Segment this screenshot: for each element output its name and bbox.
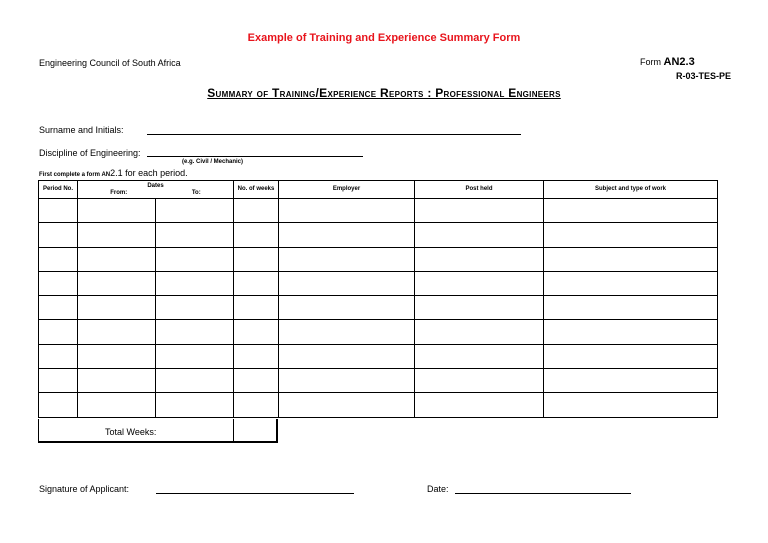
- post-cell[interactable]: [415, 344, 544, 368]
- weeks-cell[interactable]: [234, 271, 279, 295]
- note-prefix: First complete a form AN: [39, 172, 111, 178]
- post-cell[interactable]: [415, 223, 544, 247]
- period-cell[interactable]: [39, 393, 78, 417]
- post-cell[interactable]: [415, 199, 544, 223]
- discipline-field[interactable]: [147, 156, 363, 157]
- table-row: [39, 223, 718, 247]
- instruction-note: [39, 168, 188, 178]
- organisation-name: Engineering Council of South Africa: [39, 58, 181, 68]
- table-row: [39, 247, 718, 271]
- page-title: Summary of Training/Experience Reports : Professional Engineers: [207, 86, 561, 100]
- header-subject: Subject and type of work: [544, 181, 718, 199]
- period-cell[interactable]: [39, 296, 78, 320]
- employer-cell[interactable]: [279, 320, 415, 344]
- weeks-cell[interactable]: [234, 320, 279, 344]
- from-cell[interactable]: [78, 296, 156, 320]
- weeks-cell[interactable]: [234, 393, 279, 417]
- header-weeks: No. of weeks: [234, 181, 279, 199]
- table-row: [39, 393, 718, 417]
- from-cell[interactable]: [78, 393, 156, 417]
- weeks-cell[interactable]: [234, 247, 279, 271]
- header-to: To:: [191, 189, 201, 196]
- note-suffix: 2.1 for each period.: [110, 168, 188, 178]
- table-row: [39, 344, 718, 368]
- total-weeks-cell[interactable]: [233, 419, 278, 441]
- subject-cell[interactable]: [544, 296, 718, 320]
- post-cell[interactable]: [415, 369, 544, 393]
- weeks-cell[interactable]: [234, 199, 279, 223]
- employer-cell[interactable]: [279, 199, 415, 223]
- to-cell[interactable]: [156, 320, 234, 344]
- period-cell[interactable]: [39, 320, 78, 344]
- discipline-label: Discipline of Engineering:: [39, 148, 141, 158]
- weeks-cell[interactable]: [234, 223, 279, 247]
- employer-cell[interactable]: [279, 393, 415, 417]
- to-cell[interactable]: [156, 271, 234, 295]
- post-cell[interactable]: [415, 247, 544, 271]
- total-weeks-box: [38, 419, 278, 443]
- weeks-cell[interactable]: [234, 344, 279, 368]
- signature-field[interactable]: [156, 493, 354, 494]
- post-cell[interactable]: [415, 393, 544, 417]
- subject-cell[interactable]: [544, 344, 718, 368]
- to-cell[interactable]: [156, 296, 234, 320]
- date-field[interactable]: [455, 493, 631, 494]
- table-row: [39, 199, 718, 223]
- to-cell[interactable]: [156, 369, 234, 393]
- post-cell[interactable]: [415, 271, 544, 295]
- form-label: Form: [640, 57, 661, 67]
- subject-cell[interactable]: [544, 247, 718, 271]
- table-row: [39, 320, 718, 344]
- table-row: [39, 369, 718, 393]
- from-cell[interactable]: [78, 271, 156, 295]
- period-cell[interactable]: [39, 199, 78, 223]
- to-cell[interactable]: [156, 247, 234, 271]
- header-employer: Employer: [279, 181, 415, 199]
- table-row: [39, 296, 718, 320]
- period-cell[interactable]: [39, 223, 78, 247]
- employer-cell[interactable]: [279, 247, 415, 271]
- from-cell[interactable]: [78, 247, 156, 271]
- header-dates: [78, 181, 234, 199]
- from-cell[interactable]: [78, 344, 156, 368]
- signature-label: Signature of Applicant:: [39, 484, 130, 494]
- table-row: [39, 271, 718, 295]
- from-cell[interactable]: [78, 320, 156, 344]
- subject-cell[interactable]: [544, 393, 718, 417]
- from-cell[interactable]: [78, 369, 156, 393]
- header-post: Post held: [415, 181, 544, 199]
- table-body: [39, 199, 718, 418]
- subject-cell[interactable]: [544, 271, 718, 295]
- header-period: Period No.: [39, 181, 78, 199]
- table-header-row: [39, 181, 718, 199]
- employer-cell[interactable]: [279, 296, 415, 320]
- employer-cell[interactable]: [279, 223, 415, 247]
- period-cell[interactable]: [39, 344, 78, 368]
- form-reference: R-03-TES-PE: [676, 71, 732, 81]
- to-cell[interactable]: [156, 344, 234, 368]
- period-cell[interactable]: [39, 247, 78, 271]
- subject-cell[interactable]: [544, 320, 718, 344]
- subject-cell[interactable]: [544, 369, 718, 393]
- surname-field[interactable]: [147, 134, 521, 135]
- post-cell[interactable]: [415, 296, 544, 320]
- employer-cell[interactable]: [279, 271, 415, 295]
- summary-table: [38, 180, 718, 418]
- period-cell[interactable]: [39, 271, 78, 295]
- form-code: AN2.3: [663, 56, 695, 68]
- to-cell[interactable]: [156, 199, 234, 223]
- to-cell[interactable]: [156, 223, 234, 247]
- employer-cell[interactable]: [279, 369, 415, 393]
- discipline-hint: (e.g. Civil / Mechanic): [182, 159, 244, 165]
- header-dates-label: Dates: [147, 182, 164, 189]
- from-cell[interactable]: [78, 223, 156, 247]
- post-cell[interactable]: [415, 320, 544, 344]
- period-cell[interactable]: [39, 369, 78, 393]
- subject-cell[interactable]: [544, 223, 718, 247]
- subject-cell[interactable]: [544, 199, 718, 223]
- form-number: [640, 56, 695, 68]
- surname-label: Surname and Initials:: [39, 125, 124, 135]
- to-cell[interactable]: [156, 393, 234, 417]
- header-from: From:: [110, 189, 128, 196]
- employer-cell[interactable]: [279, 344, 415, 368]
- example-title: Example of Training and Experience Summary Form: [247, 32, 521, 44]
- header-dates-sub: [78, 190, 233, 197]
- weeks-cell[interactable]: [234, 296, 279, 320]
- date-label: Date:: [427, 484, 449, 494]
- total-weeks-label: Total Weeks:: [105, 427, 157, 437]
- weeks-cell[interactable]: [234, 369, 279, 393]
- from-cell[interactable]: [78, 199, 156, 223]
